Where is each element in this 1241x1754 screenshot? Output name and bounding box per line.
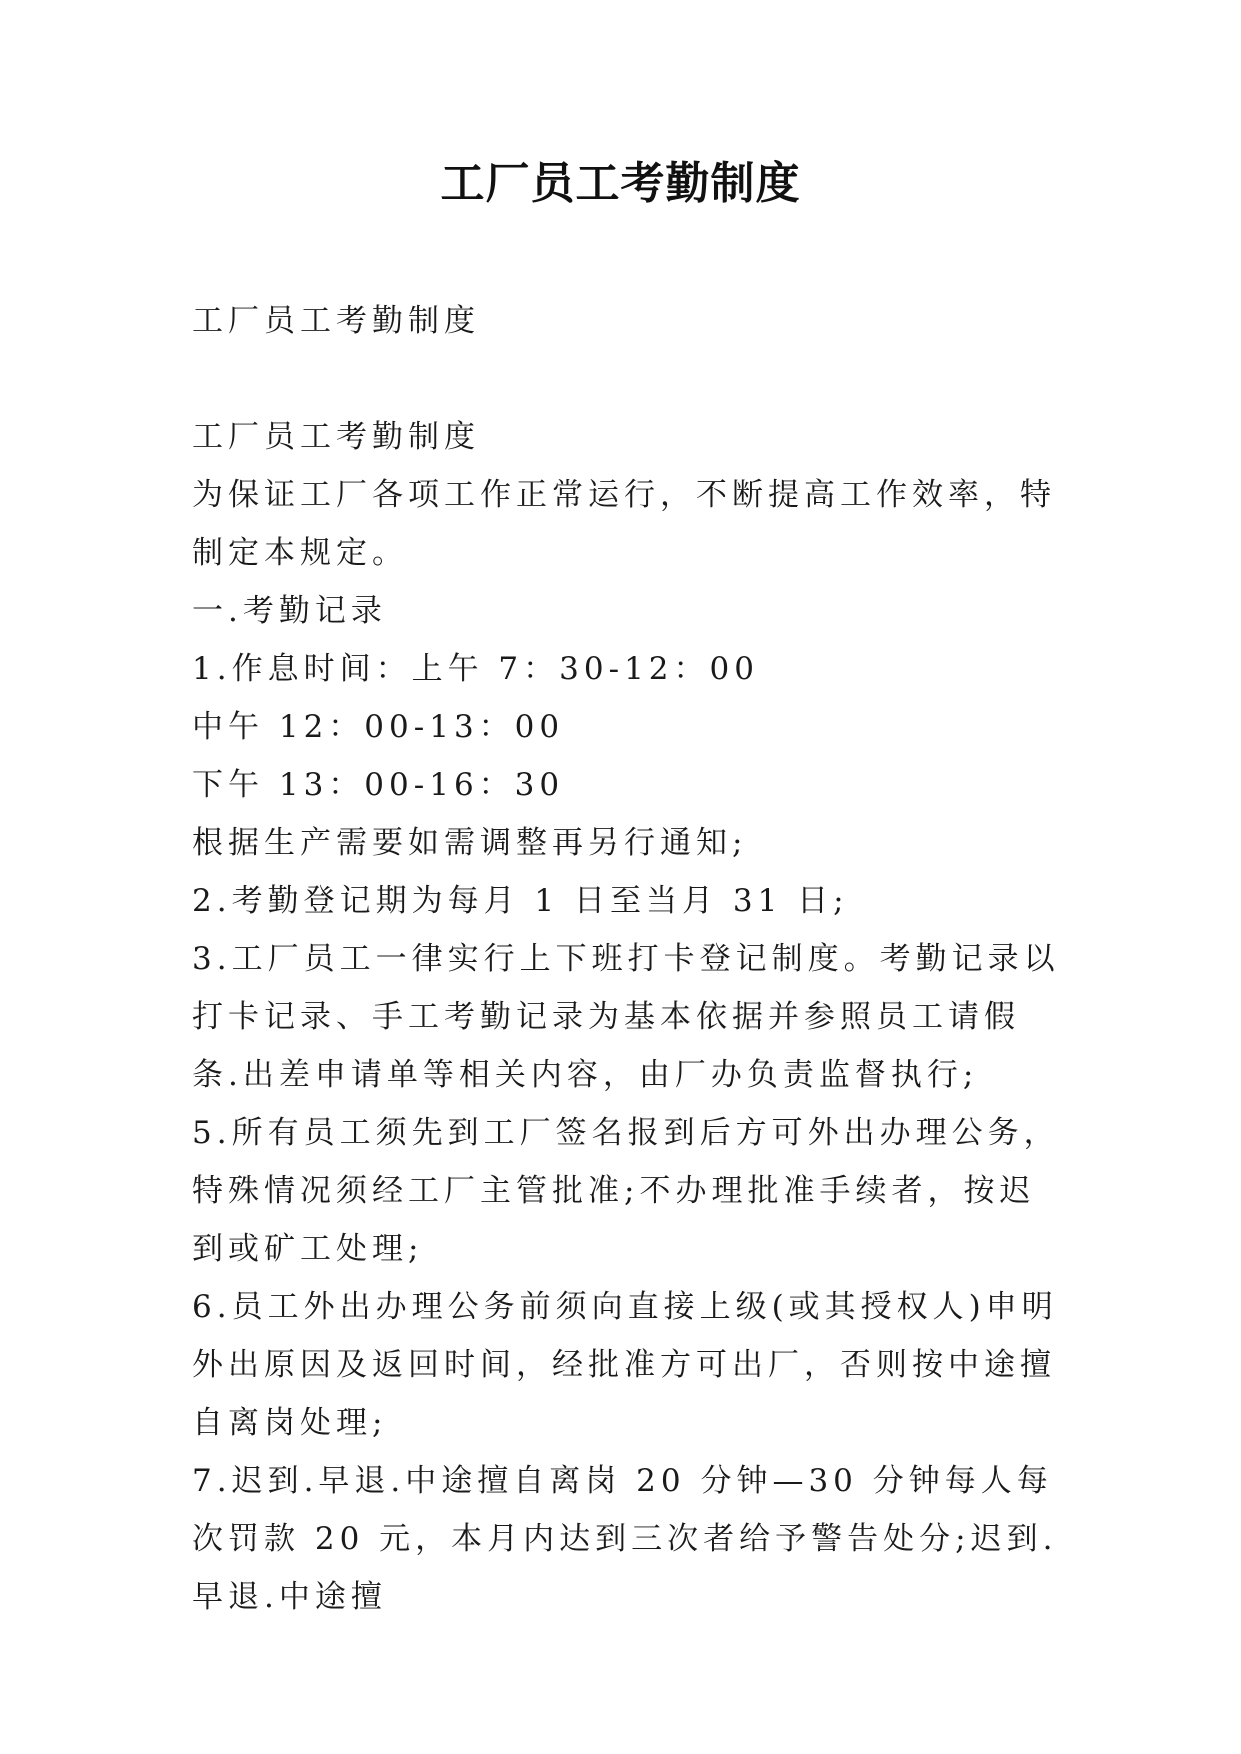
document-subtitle: 工厂员工考勤制度	[192, 303, 480, 339]
document-title: 工厂员工考勤制度	[440, 158, 801, 209]
paragraph-intro: 为保证工厂各项工作正常运行，不断提高工作效率，特制定本规定。	[192, 477, 1056, 571]
paragraph-outing-rule: 6.员工外出办理公务前须向直接上级(或其授权人)申明外出原因及返回时间，经批准方可出厂，否则按中途擅自离岗处理;	[192, 1289, 1058, 1441]
paragraph-work-hours-noon: 中午 12：00-13：00	[192, 709, 565, 745]
paragraph-work-hours-afternoon: 下午 13：00-16：30	[192, 767, 565, 803]
section-heading-attendance-record: 一.考勤记录	[192, 593, 387, 629]
paragraph-adjustment-notice: 根据生产需要如需调整再另行通知;	[192, 825, 748, 861]
paragraph-attendance-period: 2.考勤登记期为每月 1 日至当月 31 日;	[192, 883, 849, 919]
document-body	[192, 408, 1060, 1626]
paragraph-penalty-rule: 7.迟到.早退.中途擅自离岗 20 分钟—30 分钟每人每次罚款 20 元，本月内达到三次者给予警告处分;迟到.早退.中途擅	[192, 1463, 1058, 1615]
paragraph-sign-in-rule: 5.所有员工须先到工厂签名报到后方可外出办理公务，特殊情况须经工厂主管批准;不办理批准手续者，按迟到或矿工处理;	[192, 1115, 1060, 1267]
paragraph-heading: 工厂员工考勤制度	[192, 419, 480, 455]
paragraph-clock-in-rule: 3.工厂员工一律实行上下班打卡登记制度。考勤记录以打卡记录、手工考勤记录为基本依据并参照员工请假条.出差申请单等相关内容，由厂办负责监督执行;	[192, 941, 1060, 1093]
paragraph-work-hours-morning: 1.作息时间：上午 7：30-12：00	[192, 651, 759, 687]
